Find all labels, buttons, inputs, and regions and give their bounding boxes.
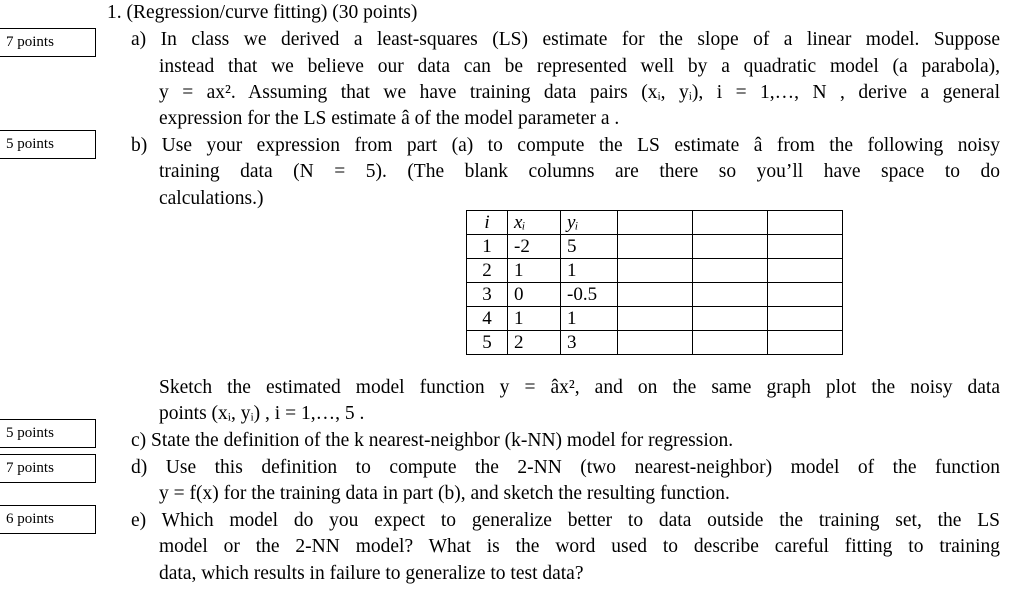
table-row bbox=[467, 235, 843, 259]
blank-cell bbox=[768, 259, 843, 283]
blank-cell bbox=[768, 283, 843, 307]
table-cell: 1 bbox=[561, 259, 618, 283]
part-b-line-2: training data (N = 5). (The blank columns are there so you’ll have space to do bbox=[159, 161, 1000, 182]
table-cell: 3 bbox=[467, 283, 508, 307]
table-header-i: i bbox=[467, 211, 508, 235]
blank-cell bbox=[618, 259, 693, 283]
table-cell: 5 bbox=[467, 331, 508, 355]
blank-cell bbox=[693, 283, 768, 307]
blank-cell bbox=[693, 211, 768, 235]
blank-cell bbox=[693, 307, 768, 331]
blank-cell bbox=[618, 211, 693, 235]
points-box-a: 7 points bbox=[0, 28, 96, 57]
table-cell: 1 bbox=[561, 307, 618, 331]
table-cell: 3 bbox=[561, 331, 618, 355]
points-box-c: 5 points bbox=[0, 419, 96, 448]
part-a-line-1: a) In class we derived a least-squares (LS) estimate for the slope of a linear model. Suppose bbox=[131, 29, 1000, 50]
part-d-line-1: d) Use this definition to compute the 2-NN (two nearest-neighbor) model of the function bbox=[131, 457, 1000, 478]
table-cell: -2 bbox=[508, 235, 561, 259]
points-box-b: 5 points bbox=[0, 130, 96, 159]
blank-cell bbox=[768, 331, 843, 355]
blank-cell bbox=[693, 235, 768, 259]
blank-cell bbox=[768, 307, 843, 331]
part-e-line-2: model or the 2-NN model? What is the word used to describe careful fitting to training bbox=[159, 536, 1000, 557]
blank-cell bbox=[768, 235, 843, 259]
training-data-table bbox=[466, 210, 843, 355]
blank-cell bbox=[618, 331, 693, 355]
table-row bbox=[467, 283, 843, 307]
part-a-line-3: y = ax². Assuming that we have training data pairs (xᵢ, yᵢ), i = 1,…, N , derive a general bbox=[159, 82, 1000, 103]
table-header-x: xᵢ bbox=[508, 211, 561, 235]
table-row bbox=[467, 259, 843, 283]
table-cell: 1 bbox=[508, 259, 561, 283]
table-cell: 5 bbox=[561, 235, 618, 259]
part-b-sketch-line-2: points (xᵢ, yᵢ) , i = 1,…, 5 . bbox=[159, 403, 365, 424]
points-box-d: 7 points bbox=[0, 454, 96, 483]
part-a-line-2: instead that we believe our data can be represented well by a quadratic model (a parabola), bbox=[159, 56, 1000, 77]
table-cell: -0.5 bbox=[561, 283, 618, 307]
table-cell: 4 bbox=[467, 307, 508, 331]
blank-cell bbox=[618, 307, 693, 331]
problem-title: 1. (Regression/curve fitting) (30 points) bbox=[107, 2, 418, 23]
table-cell: 0 bbox=[508, 283, 561, 307]
table-cell: 1 bbox=[467, 235, 508, 259]
blank-cell bbox=[618, 283, 693, 307]
part-e-line-1: e) Which model do you expect to generalize better to data outside the training set, the LS bbox=[131, 510, 1000, 531]
table-row bbox=[467, 331, 843, 355]
table-cell: 2 bbox=[467, 259, 508, 283]
table-row bbox=[467, 307, 843, 331]
blank-cell bbox=[768, 211, 843, 235]
part-d-line-2: y = f(x) for the training data in part (b), and sketch the resulting function. bbox=[159, 483, 730, 504]
points-box-e: 6 points bbox=[0, 505, 96, 534]
part-b-line-3: calculations.) bbox=[159, 188, 264, 209]
blank-cell bbox=[693, 331, 768, 355]
table-header-row bbox=[467, 211, 843, 235]
part-a-line-4: expression for the LS estimate â of the model parameter a . bbox=[159, 108, 620, 129]
blank-cell bbox=[618, 235, 693, 259]
table-cell: 2 bbox=[508, 331, 561, 355]
part-b-sketch-line-1: Sketch the estimated model function y = âx², and on the same graph plot the noisy data bbox=[159, 377, 1000, 398]
part-c-line-1: c) State the definition of the k nearest-neighbor (k-NN) model for regression. bbox=[131, 430, 734, 451]
part-b-line-1: b) Use your expression from part (a) to compute the LS estimate â from the following noisy bbox=[131, 135, 1000, 156]
blank-cell bbox=[693, 259, 768, 283]
table-header-y: yᵢ bbox=[561, 211, 618, 235]
table-cell: 1 bbox=[508, 307, 561, 331]
part-e-line-3: data, which results in failure to generalize to test data? bbox=[159, 563, 584, 584]
